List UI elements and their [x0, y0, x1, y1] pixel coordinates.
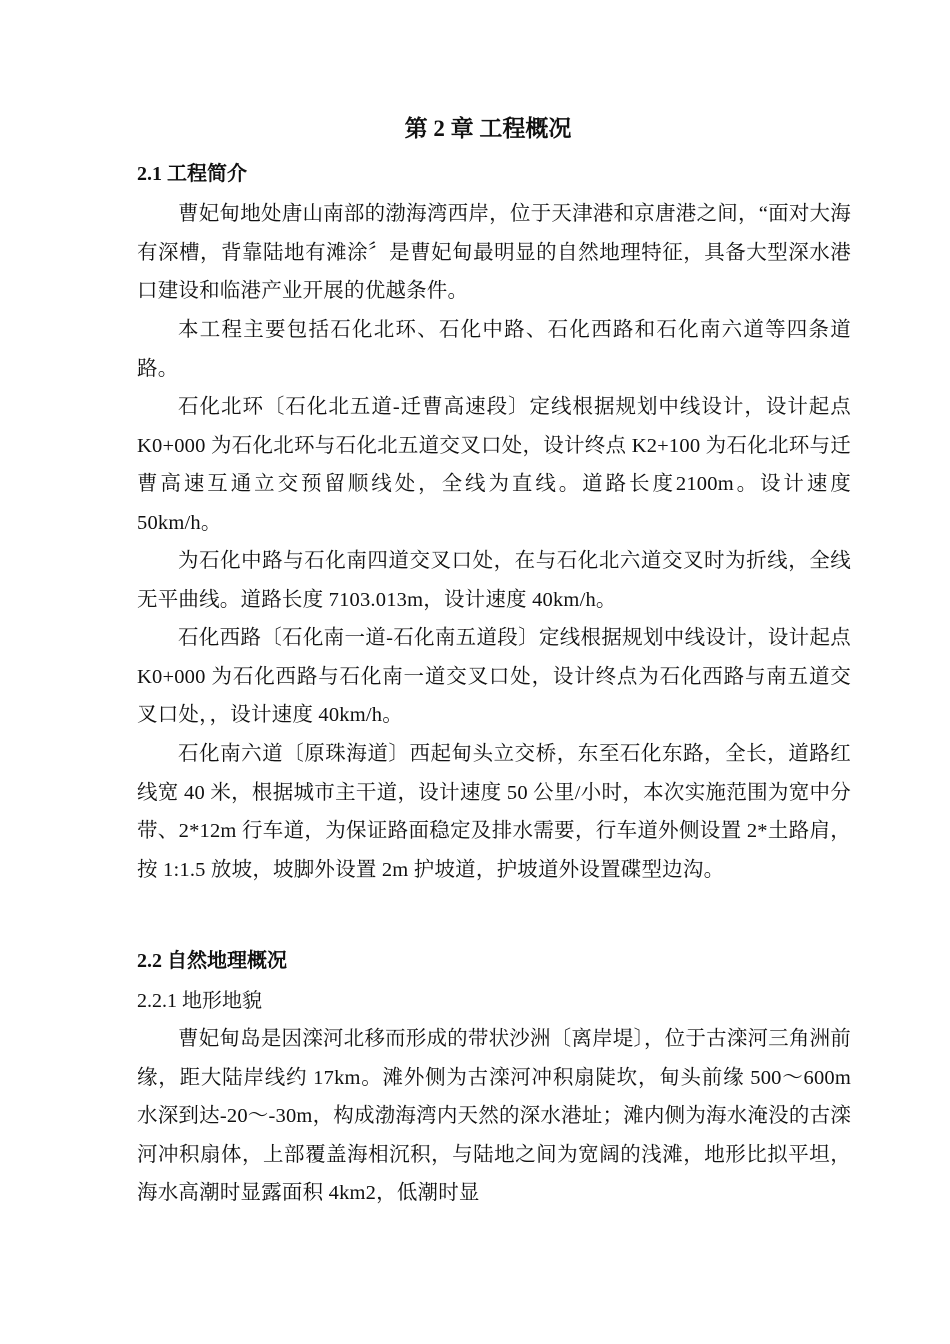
subsection-heading-2-2-1: 2.2.1 地形地貌 [137, 990, 262, 1012]
section-heading-2-2: 2.2 自然地理概况 [137, 950, 287, 972]
paragraph-terrain: 曹妃甸岛是因滦河北移而形成的带状沙洲〔离岸堤〕，位于古滦河三角洲前缘，距大陆岸线约 17km。滩外侧为古滦河冲积扇陡坎，甸头前缘 500～600m 水深到达-20～-30m，构成渤海湾内天然的深水港址；滩内侧为海水淹没的古滦河冲积扇体，上部覆盖海相沉积，与陆地之间为宽阔的浅滩，地形比拟平坦，海水高潮时显露面积 4km2，低潮时显 [137, 1028, 851, 1204]
paragraph-scope: 本工程主要包括石化北环、石化中路、石化西路和石化南六道等四条道路。 [137, 319, 851, 380]
paragraph-north-ring: 石化北环〔石化北五道-迁曹高速段〕定线根据规划中线设计，设计起点 K0+000 为石化北环与石化北五道交叉口处，设计终点 K2+100 为石化北环与迁曹高速互通立交预留顺线处，全线为直线。道路长度2100m。设计速度 50km/h。 [137, 396, 851, 534]
section-heading-2-1: 2.1 工程简介 [137, 163, 247, 185]
paragraph-overview: 曹妃甸地处唐山南部的渤海湾西岸，位于天津港和京唐港之间，“面对大海有深槽，背靠陆地有滩涂〞是曹妃甸最明显的自然地理特征，具备大型深水港口建设和临港产业开展的优越条件。 [137, 203, 851, 302]
paragraph-south-sixth-road: 石化南六道〔原珠海道〕西起甸头立交桥，东至石化东路，全长，道路红线宽 40 米，根据城市主干道，设计速度 50 公里/小时，本次实施范围为宽中分带、2*12m 行车道，为保证路面稳定及排水需要，行车道外侧设置 2*土路肩，按 1:1.5 放坡，坡脚外设置 2m 护坡道，护坡道外设置碟型边沟。 [137, 743, 851, 881]
paragraph-west-road: 石化西路〔石化南一道-石化南五道段〕定线根据规划中线设计，设计起点 K0+000 为石化西路与石化南一道交叉口处，设计终点为石化西路与南五道交叉口处，，设计速度 40km/h。 [137, 627, 851, 726]
chapter-title: 第 2 章 工程概况 [404, 116, 572, 141]
paragraph-middle-road: 为石化中路与石化南四道交叉口处，在与石化北六道交叉时为折线，全线无平曲线。道路长度 7103.013m，设计速度 40km/h。 [137, 550, 851, 611]
